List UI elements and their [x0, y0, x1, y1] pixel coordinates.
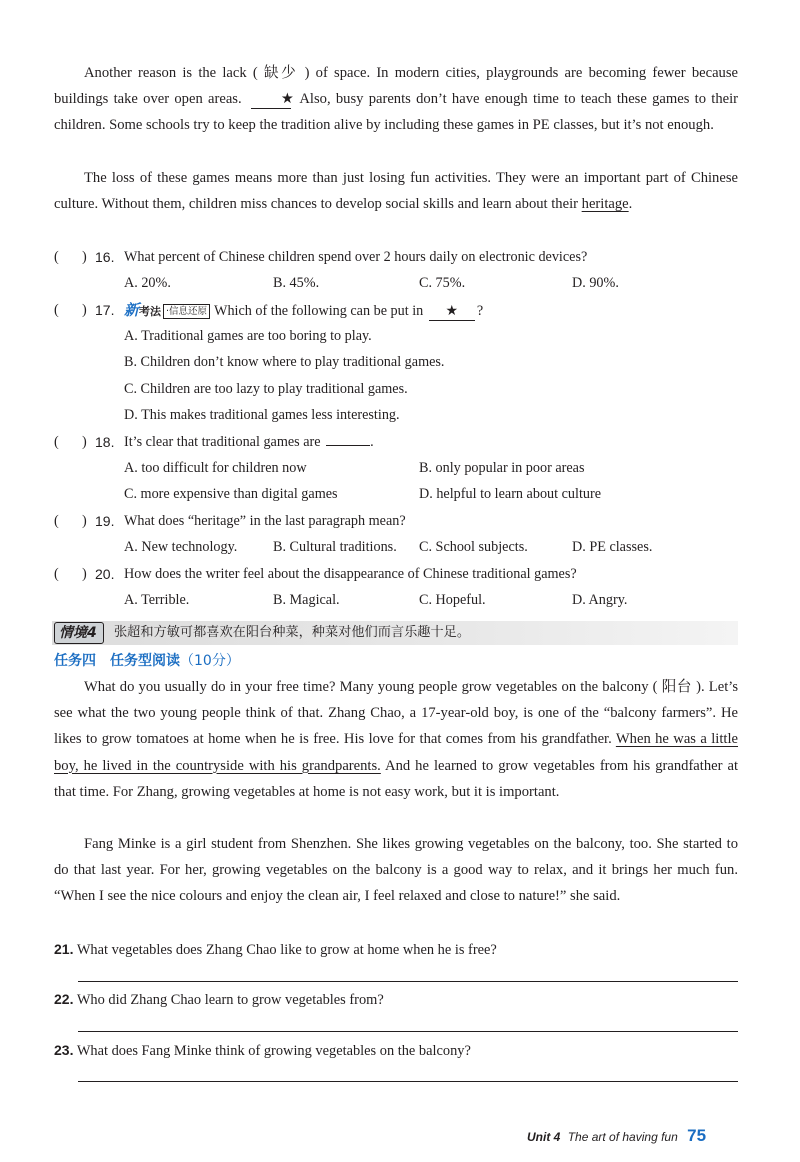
q20-option-c[interactable]: C. Hopeful.	[419, 592, 486, 608]
question-23: 23. What does Fang Minke think of growing vegetables on the balcony?	[54, 1042, 471, 1059]
question-19: ( ) 19. What does “heritage” in the last paragraph mean?	[54, 513, 406, 529]
task-heading: 任务四 任务型阅读（10分）	[54, 653, 240, 669]
paragraph-lack-of-space: Another reason is the lack ( 缺少 ) of space. In modern cities, playgrounds are becoming fewer because buildings take over open areas. ★ Also, busy parents don’t have enough time to teach these games to their children. Some schools try to keep the tradition alive by including these games in PE classes, but it’s not enough.	[54, 65, 739, 134]
scene-description: 张超和方敏可都喜欢在阳台种菜，种菜对他们而言乐趣十足。	[114, 625, 471, 640]
q16-option-a[interactable]: A. 20%.	[124, 275, 171, 291]
answer-line-21[interactable]	[78, 981, 738, 982]
paragraph-fang-minke: Fang Minke is a girl student from Shenzhen. She likes growing vegetables on the balcony, too. She started to do that last year. For her, growing vegetables on the balcony is a good way to relax, and it brings her much fun. “When I see the nice colours and enjoy the clean air, I feel relaxed and close to nature!” she said.	[54, 836, 738, 905]
answer-blank	[326, 445, 370, 446]
exam-method-label: 考法	[139, 305, 162, 318]
answer-line-22[interactable]	[78, 1031, 738, 1032]
q16-option-c[interactable]: C. 75%.	[419, 275, 466, 291]
question-20: ( ) 20. How does the writer feel about the disappearance of Chinese traditional games?	[54, 566, 577, 582]
q17-option-a[interactable]: A. Traditional games are too boring to play.	[124, 328, 372, 344]
answer-line-23[interactable]	[78, 1081, 738, 1082]
q18-option-d[interactable]: D. helpful to learn about culture	[419, 486, 602, 502]
q18-option-c[interactable]: C. more expensive than digital games	[124, 486, 338, 502]
q17-option-d[interactable]: D. This makes traditional games less interesting.	[124, 407, 400, 423]
new-badge-icon: 新	[124, 301, 140, 319]
underlined-sentence: When he was a little boy, he lived in the countryside with his grandparents.	[54, 731, 739, 774]
q17-option-b[interactable]: B. Children don’t know where to play traditional games.	[124, 354, 445, 370]
q17-option-c[interactable]: C. Children are too lazy to play traditional games.	[124, 381, 408, 397]
q20-option-d[interactable]: D. Angry.	[572, 592, 628, 608]
q18-option-b[interactable]: B. only popular in poor areas	[419, 460, 585, 476]
q20-option-a[interactable]: A. Terrible.	[124, 592, 190, 608]
q20-option-b[interactable]: B. Magical.	[273, 592, 340, 608]
question-18: ( ) 18. It’s clear that traditional games are .	[54, 434, 374, 450]
heritage-underlined-word: heritage	[581, 196, 629, 213]
unit-title: The art of having fun	[567, 1130, 678, 1144]
q19-option-b[interactable]: B. Cultural traditions.	[273, 539, 397, 555]
q19-option-d[interactable]: D. PE classes.	[572, 539, 653, 555]
q19-option-a[interactable]: A. New technology.	[124, 539, 238, 555]
question-22: 22. Who did Zhang Chao learn to grow vegetables from?	[54, 991, 384, 1008]
paragraph-loss-of-games: The loss of these games means more than just losing fun activities. They were an important part of Chinese culture. Without them, children miss chances to develop social skills and learn about their heritage.	[54, 170, 738, 213]
scene-banner	[52, 621, 738, 645]
unit-label: Unit 4	[527, 1130, 561, 1144]
q16-option-b[interactable]: B. 45%.	[273, 275, 320, 291]
question-21: 21. What vegetables does Zhang Chao like to grow at home when he is free?	[54, 941, 497, 958]
q16-option-d[interactable]: D. 90%.	[572, 275, 619, 291]
star-blank: ★	[251, 90, 291, 109]
paragraph-zhang-chao: What do you usually do in your free time? Many young people grow vegetables on the balcony ( 阳台 ). Let’s see what the two young people think of that. Zhang Chao, a 17-year-old boy, is one of the “balcony farmers”. He likes to grow tomatoes at home when he is free. His love for that comes from his grandfather. When he was a little boy, he lived in the countryside with his grandparents. And he learned to grow vegetables from his grandfather at that time. For Zhang, growing vegetables at home is not easy work, but it is important.	[54, 679, 739, 800]
page-number: 75	[687, 1126, 707, 1145]
info-restore-tag: ·信息还原	[163, 304, 210, 319]
q18-option-a[interactable]: A. too difficult for children now	[124, 460, 307, 476]
scene-label: 情境4	[54, 622, 104, 644]
q19-option-c[interactable]: C. School subjects.	[419, 539, 528, 555]
question-16: ( ) 16. What percent of Chinese children spend over 2 hours daily on electronic devices?	[54, 249, 588, 265]
star-blank-ref: ★	[429, 302, 475, 321]
page-footer	[527, 1126, 706, 1147]
question-17: ( ) 17. 新考法 ·信息还原 Which of the following can be put in ★ ?	[54, 301, 484, 319]
